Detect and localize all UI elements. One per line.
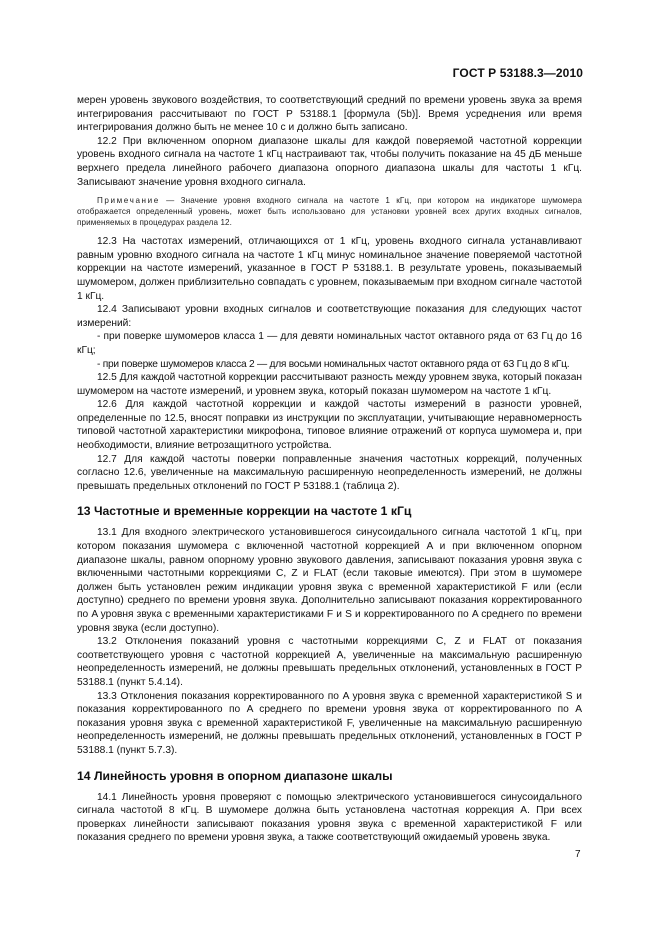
paragraph-13-3: 13.3 Отклонения показания корректированного по A уровня звука с временной характеристикой S и показания корректированного по A среднего по времени уровня звука от корректированного по A показания уровня звука с временной характеристикой F, увеличенные на максимальную расширенную неопределенность измерений, не должны превышать предельных отклонений, установленных в ГОСТ Р 53188.1 (пункт 5.7.3). — [77, 690, 582, 756]
section-13-heading: 13 Частотные и временные коррекции на частоте 1 кГц — [77, 504, 412, 519]
paragraph-continuation: мерен уровень звукового воздействия, то соответствующий средний по времени уровень звука за время интегрирования рассчитывают по ГОСТ Р 53188.1 [формула (5b)]. Время усреднения или время интегрирования должно быть не менее 10 с и должно быть записано. — [77, 95, 582, 134]
note-label: Примечание — [97, 196, 160, 206]
list-item-class-2: - при поверке шумомеров класса 2 — для восьми номинальных частот октавного ряда от 63 Гц до 8 кГц. — [97, 358, 570, 370]
page-number: 7 — [575, 849, 581, 860]
paragraph-12-5: 12.5 Для каждой частотной коррекции рассчитывают разность между уровнем звука, который показан шумомером на частоте измерений, и уровнем звука, который показан шумомером на частоте 1 кГц. — [77, 372, 582, 397]
note-text: — Значение уровня входного сигнала на частоте 1 кГц, при котором на индикаторе шумомера отображается определенный уровень, может быть использовано для установки уровней всех других входных сигналов, применяемых в процедурах раздела 12. — [77, 196, 582, 228]
paragraph-12-6: 12.6 Для каждой частотной коррекции и каждой частоты измерений в разности уровней, определенные по 12.5, вносят поправки из инструкции по эксплуатации, учитывающие неравномерность типовой частотной характеристики микрофона, типовое влияние отражений от корпуса шумомера и, при необходимости, влияние ветрозащитного устройства. — [77, 399, 582, 452]
document-body — [77, 94, 582, 845]
list-item-class-1: - при поверке шумомеров класса 1 — для девяти номинальных частот октавного ряда от 63 Гц до 16 кГц; — [77, 331, 582, 356]
paragraph-12-4: 12.4 Записывают уровни входных сигналов и соответствующие показания для следующих частот измерений: — [77, 304, 582, 329]
note — [77, 195, 582, 228]
paragraph-13-1: 13.1 Для входного электрического установившегося синусоидального сигнала частотой 1 кГц, при котором показания шумомера с включенной частотной коррекцией A и при включенном опорном диапазоне шкалы, равном опорному уровню звукового давления, записывают показания уровня звука с включенными частотными коррекциями C, Z и FLAT (если таковые имеются). При этом в шумомере должен быть установлен режим индикации уровня звука с временной характеристикой F или (если доступно) среднего по времени уровня звука. Дополнительно записывают показания корректированного по A уровня звука с временными характеристиками F и S и корректированного по A среднего по времени уровня звука (если доступно). — [77, 527, 582, 634]
section-14-heading: 14 Линейность уровня в опорном диапазоне шкалы — [77, 768, 393, 783]
standard-header: ГОСТ Р 53188.3—2010 — [452, 66, 583, 80]
paragraph-13-2: 13.2 Отклонения показаний уровня с частотными коррекциями C, Z и FLAT от показания соответствующего уровня с частотной коррекцией A, увеличенные на максимальную расширенную неопределенность измерений, не должны превышать предельных отклонений, установленных в ГОСТ Р 53188.1 (пункт 5.4.14). — [77, 636, 582, 688]
paragraph-14-1: 14.1 Линейность уровня проверяют с помощью электрического установившегося синусоидального сигнала частотой 8 кГц. В шумомере должна быть установлена частотная коррекция A. При всех проверках линейности записывают показания уровня звука с временной характеристикой F или показания среднего по времени уровня звука, а также соответствующий ожидаемый уровень звука. — [77, 791, 582, 844]
paragraph-12-2: 12.2 При включенном опорном диапазоне шкалы для каждой поверяемой частотной коррекции уровень входного сигнала на частоте 1 кГц настраивают так, чтобы получить показание на 45 дБ меньше верхнего предела линейного рабочего диапазона опорного диапазона шкалы для частоты 1 кГц. Записывают значение уровня входного сигнала. — [77, 135, 582, 188]
paragraph-12-3: 12.3 На частотах измерений, отличающихся от 1 кГц, уровень входного сигнала устанавливают равным уровню входного сигнала на частоте 1 кГц минус номинальное значение поверяемой частотной коррекции на частоте измерений, указанное в ГОСТ Р 53188.1. В результате уровень, показываемый шумомером, должен приблизительно совпадать с уровнем, показываемым при входном сигнале частотой 1 кГц. — [77, 236, 582, 302]
paragraph-12-7: 12.7 Для каждой частоты поверки поправленные значения частотных коррекций, полученных согласно 12.6, увеличенные на максимальную расширенную неопределенность измерений, не должны превышать предельных отклонений по ГОСТ Р 53188.1 (таблица 2). — [77, 453, 582, 492]
